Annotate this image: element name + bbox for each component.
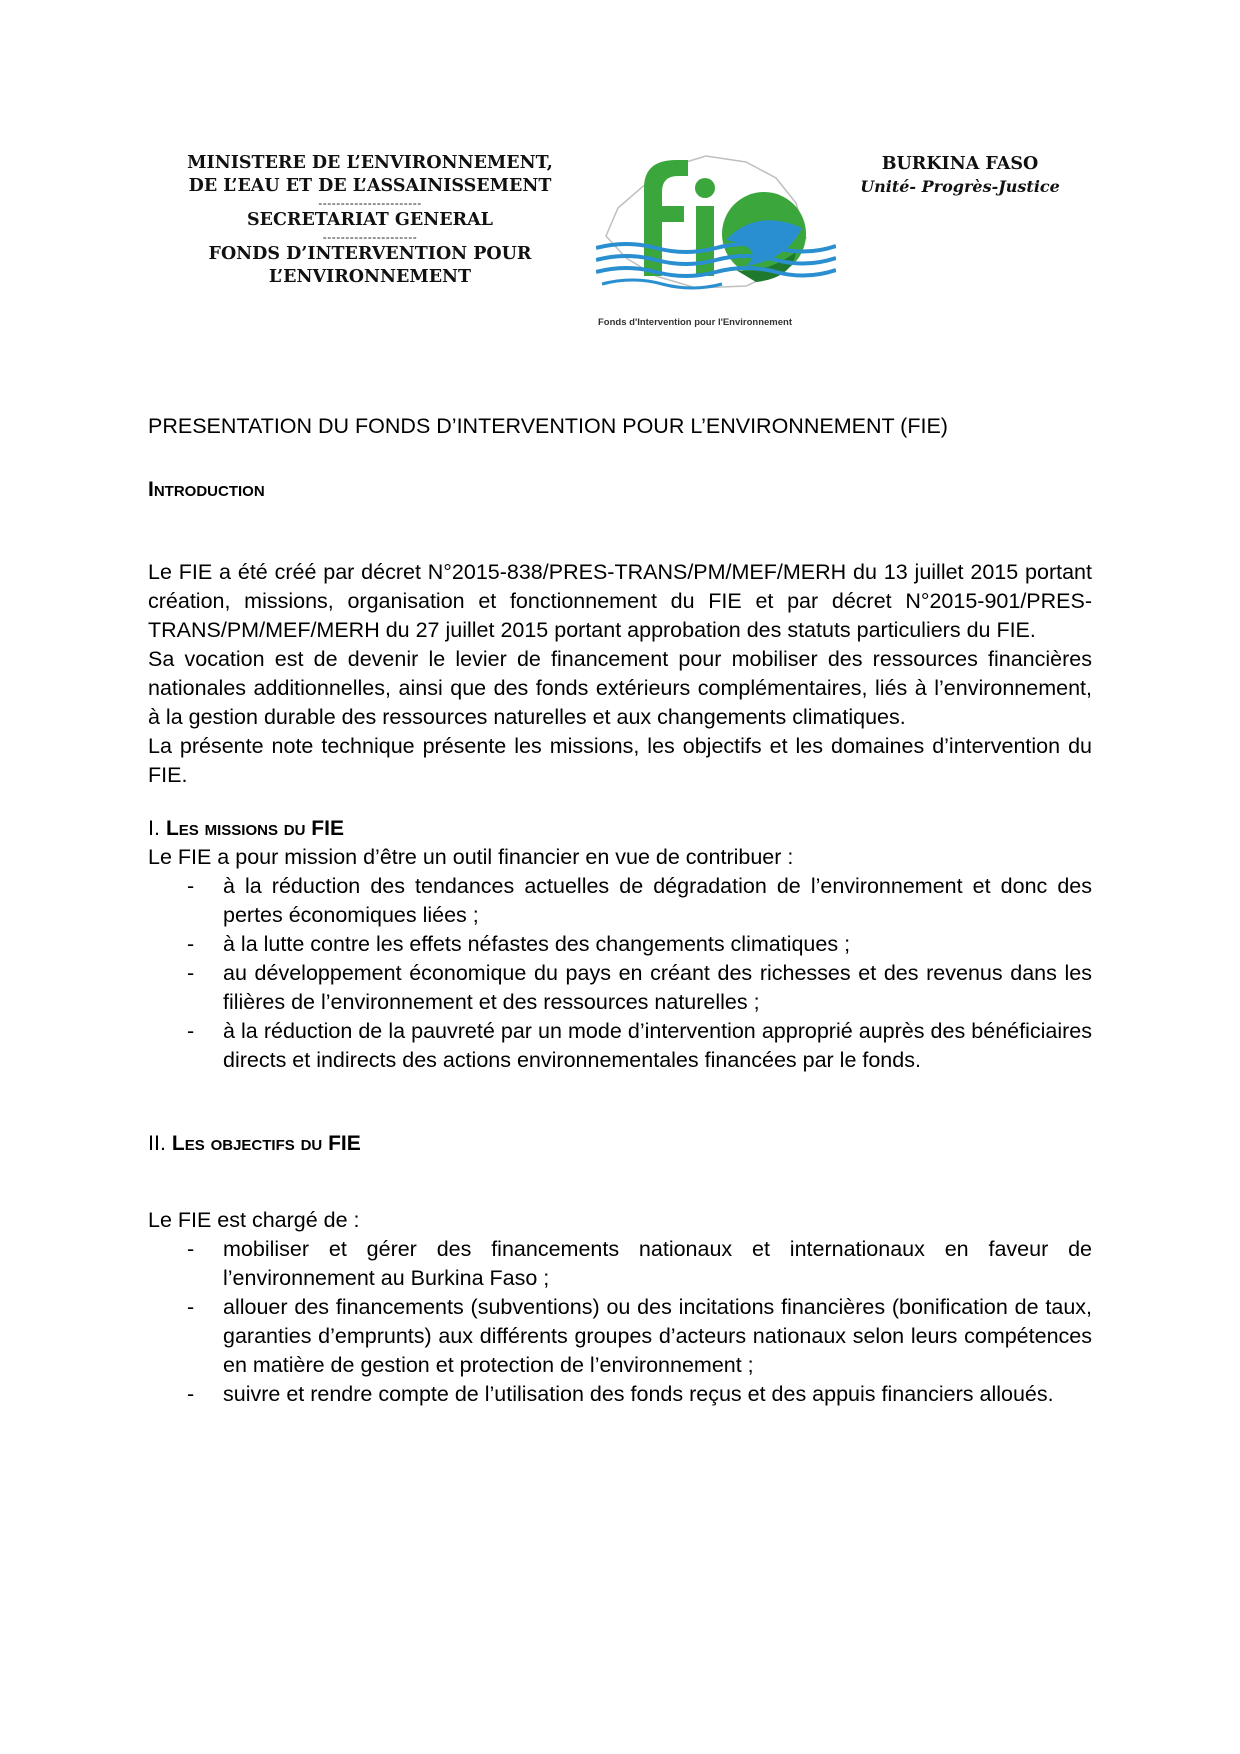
fund-name-line2: L’ENVIRONNEMENT (268, 267, 472, 287)
intro-paragraph: Le FIE a été créé par décret N°2015-838/PRES-TRANS/PM/MEF/MERH du 13 juillet 2015 portant création, missions, organisation et fonctionnement du FIE et par décret N°2015-901/PRES-TRANS/PM/MEF/MERH du 27 juillet 2015 portant approbation des statuts particuliers du FIE. (148, 560, 1092, 642)
logo-letter-i (696, 206, 714, 276)
list-item: - au développement économique du pays en créant des richesses et des revenus dans les filières de l’environnement et des ressources naturelles ; (148, 959, 1092, 1017)
list-item: - allouer des financements (subventions) ou des incitations financières (bonification de taux, garanties d’emprunts) aux différents groupes d’acteurs nationaux selon leurs compétences en matière de gestion et protection de l’environnement ; (148, 1293, 1092, 1380)
fund-name-line1: FONDS D’INTERVENTION POUR (208, 244, 532, 264)
objectives-list (148, 1235, 1092, 1409)
country-motto: Unité- Progrès-Justice (860, 177, 1060, 196)
ministry-name-line2: DE L’EAU ET DE L’ASSAINISSEMENT (188, 176, 552, 196)
section-heading-missions (148, 814, 1092, 843)
fie-logo-graphic (596, 148, 836, 313)
section-heading-objectives (148, 1129, 1092, 1158)
missions-list (148, 872, 1092, 1075)
logo-wave (596, 256, 836, 264)
section-title: Les missions du FIE (165, 817, 344, 840)
section-number: I. (148, 816, 160, 840)
ministry-name-line1: MINISTERE DE L’ENVIRONNEMENT, (187, 153, 553, 173)
secretariat-label: SECRETARIAT GENERAL (247, 210, 493, 230)
list-item: - à la réduction des tendances actuelles de dégradation de l’environnement et donc des pertes économiques liées ; (148, 872, 1092, 930)
section-lead: Le FIE est chargé de : (148, 1208, 360, 1232)
logo-caption: Fonds d'Intervention pour l'Environnement (598, 317, 792, 328)
intro-paragraph: La présente note technique présente les missions, les objectifs et les domaines d’intervention du FIE. (148, 734, 1092, 787)
list-item: - à la réduction de la pauvreté par un mode d’intervention approprié auprès des bénéficiaires directs et indirects des actions environnementales financées par le fonds. (148, 1017, 1092, 1075)
header-separator: --------------------- (322, 230, 418, 244)
document-body (148, 412, 1092, 1409)
country-header (840, 152, 1080, 198)
fie-logo (596, 148, 836, 328)
ministry-header (150, 152, 590, 289)
list-item: - suivre et rendre compte de l’utilisation des fonds reçus et des appuis financiers alloués. (148, 1380, 1092, 1409)
header-separator: ----------------------- (318, 196, 422, 210)
list-item: - à la lutte contre les effets néfastes des changements climatiques ; (148, 930, 1092, 959)
logo-letter-i-dot (695, 178, 715, 198)
logo-wave (602, 280, 722, 288)
document-title: PRESENTATION DU FONDS D’INTERVENTION POUR L’ENVIRONNEMENT (FIE) (148, 414, 948, 438)
logo-wave (596, 268, 836, 276)
section-title: Les objectifs du FIE (171, 1132, 361, 1155)
list-item: - mobiliser et gérer des financements nationaux et internationaux en faveur de l’environnement au Burkina Faso ; (148, 1235, 1092, 1293)
intro-heading: Introduction (148, 478, 265, 501)
section-number: II. (148, 1131, 166, 1155)
country-name: BURKINA FASO (881, 154, 1039, 174)
intro-paragraph: Sa vocation est de devenir le levier de financement pour mobiliser des ressources financières nationales additionnelles, ainsi que des fonds extérieurs complémentaires, liés à l’environnement, à la gestion durable des ressources naturelles et aux changements climatiques. (148, 647, 1092, 729)
section-lead: Le FIE a pour mission d’être un outil financier en vue de contribuer : (148, 845, 794, 869)
